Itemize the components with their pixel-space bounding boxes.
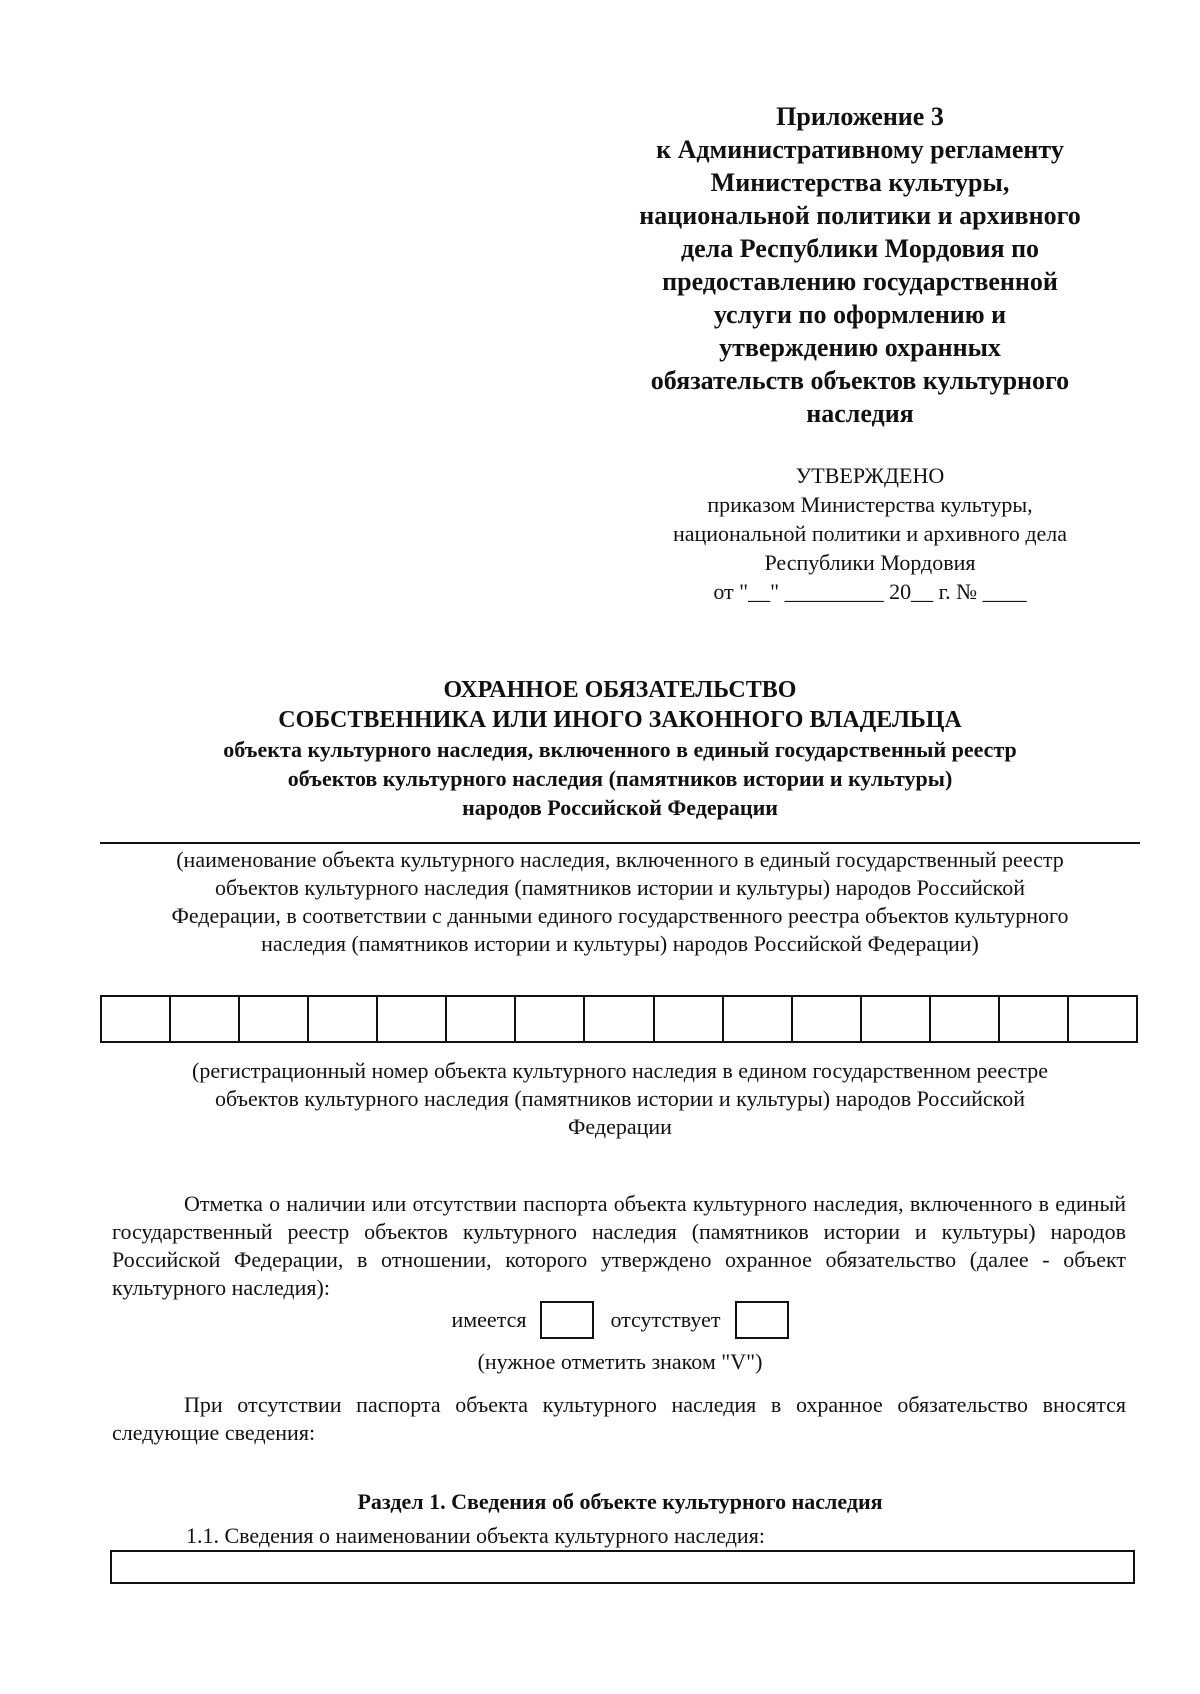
approval-block	[640, 461, 1100, 606]
registration-number-cell[interactable]	[102, 997, 171, 1041]
document-title	[100, 675, 1140, 822]
subtitle-line: народов Российской Федерации	[462, 795, 778, 820]
appendix-line: к Административному регламенту	[656, 135, 1064, 164]
appendix-line: услуги по оформлению и	[713, 300, 1007, 329]
appendix-line: дела Республики Мордовия по	[680, 234, 1040, 263]
title-line: ОХРАННОЕ ОБЯЗАТЕЛЬСТВО	[443, 677, 797, 703]
registration-number-cell[interactable]	[378, 997, 447, 1041]
caption-line: объектов культурного наследия (памятников истории и культуры) народов Российской	[214, 1086, 1026, 1111]
caption-line: (наименование объекта культурного наследия, включенного в единый государственный реестр	[176, 847, 1064, 872]
appendix-line: наследия	[806, 399, 914, 428]
subtitle-line: объектов культурного наследия (памятников истории и культуры)	[287, 766, 953, 791]
registration-number-cell[interactable]	[1069, 997, 1136, 1041]
appendix-line: Министерства культуры,	[710, 168, 1010, 197]
caption-line: наследия (памятников истории и культуры) народов Российской Федерации)	[261, 931, 979, 956]
object-name-input-box[interactable]	[110, 1550, 1135, 1584]
present-label: имеется	[451, 1307, 527, 1332]
mark-hint: (нужное отметить знаком "V")	[477, 1349, 763, 1374]
present-checkbox[interactable]	[540, 1301, 594, 1339]
passport-mark-paragraph: Отметка о наличии или отсутствии паспорта объекта культурного наследия, включенного в единый государственный реестр объектов культурного наследия (памятников истории и культуры) народов Российской Федерации, в отношении, которого утверждено охранное обязательство (далее - объект культурного наследия):	[112, 1191, 1126, 1300]
item-1-1-label: 1.1. Сведения о наименовании объекта культурного наследия:	[186, 1523, 765, 1548]
registration-number-cell[interactable]	[655, 997, 724, 1041]
subtitle-line: объекта культурного наследия, включенного в единый государственный реестр	[223, 737, 1017, 762]
approval-line: национальной политики и архивного дела	[672, 521, 1068, 546]
appendix-header	[600, 100, 1120, 430]
registration-number-caption	[100, 1057, 1140, 1141]
registration-number-cell[interactable]	[931, 997, 1000, 1041]
registration-number-cell[interactable]	[1000, 997, 1069, 1041]
appendix-line: предоставлению государственной	[662, 267, 1058, 296]
registration-number-cell[interactable]	[862, 997, 931, 1041]
appendix-line: утверждению охранных	[719, 333, 1001, 362]
approval-date-line: от "__" _________ 20__ г. № ____	[713, 579, 1027, 604]
object-name-field-line[interactable]	[100, 842, 1140, 844]
appendix-line: национальной политики и архивного	[639, 201, 1081, 230]
section-1-title: Раздел 1. Сведения об объекте культурного наследия	[357, 1489, 883, 1514]
registration-number-grid	[100, 995, 1138, 1043]
absent-passport-paragraph: При отсутствии паспорта объекта культурного наследия в охранное обязательство вносятся следующие сведения:	[112, 1392, 1126, 1445]
approval-line: приказом Министерства культуры,	[707, 492, 1033, 517]
caption-line: Федерации, в соответствии с данными единого государственного реестра объектов культурного	[171, 903, 1069, 928]
caption-line: Федерации	[568, 1114, 672, 1139]
passport-mark-row	[100, 1300, 1140, 1340]
title-line: СОБСТВЕННИКА ИЛИ ИНОГО ЗАКОННОГО ВЛАДЕЛЬЦА	[278, 707, 962, 733]
registration-number-cell[interactable]	[240, 997, 309, 1041]
registration-number-cell[interactable]	[447, 997, 516, 1041]
object-name-caption	[100, 846, 1140, 958]
absent-label: отсутствует	[610, 1307, 721, 1332]
registration-number-cell[interactable]	[724, 997, 793, 1041]
caption-line: (регистрационный номер объекта культурного наследия в едином государственном реестре	[192, 1058, 1048, 1083]
registration-number-cell[interactable]	[516, 997, 585, 1041]
approval-heading: УТВЕРЖДЕНО	[795, 463, 945, 488]
registration-number-cell[interactable]	[309, 997, 378, 1041]
absent-checkbox[interactable]	[735, 1301, 789, 1339]
approval-line: Республики Мордовия	[764, 550, 976, 575]
caption-line: объектов культурного наследия (памятников истории и культуры) народов Российской	[214, 875, 1026, 900]
registration-number-cell[interactable]	[171, 997, 240, 1041]
registration-number-cell[interactable]	[793, 997, 862, 1041]
appendix-line: обязательств объектов культурного	[650, 366, 1070, 395]
appendix-line: Приложение 3	[776, 102, 944, 131]
registration-number-cell[interactable]	[585, 997, 654, 1041]
